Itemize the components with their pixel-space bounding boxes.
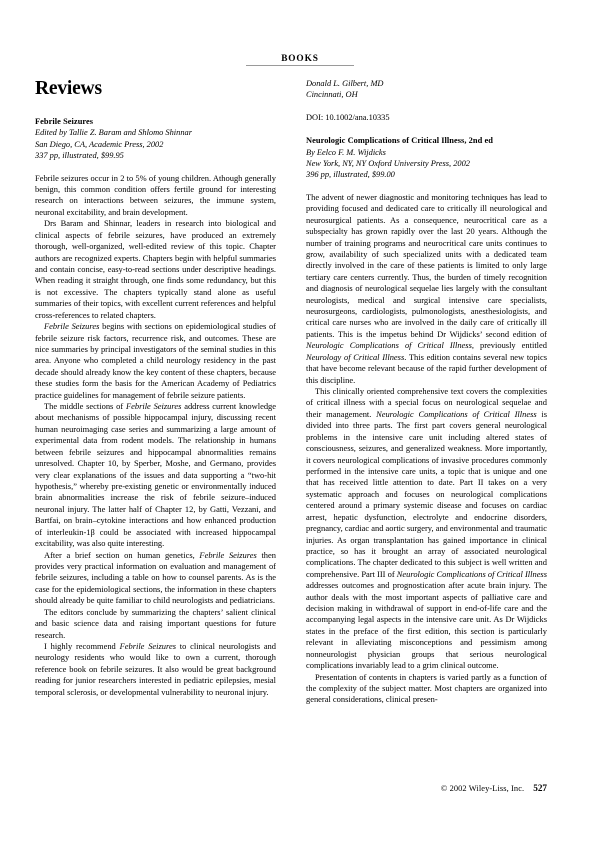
reviewer-name: Donald L. Gilbert, MD (306, 79, 384, 88)
review-paragraph: This clinically oriented comprehensive text covers the complexities of critical illness with a special focus on neurological sequelae and their management. Neurologic Complications of Critical Illness is divided into three parts. The first part covers general neurological problems in the intensive care unit including altered states of consciousness, seizures, and generalized weakness. More importantly, it covers neurological complications of invasive procedures commonly performed in the intensive care units, a topic that is unique and one that has received little attention to date. Part II takes on a very systematic approach and focuses on neurological complications centered around a primary systemic disease and focuses on cardiac arrest, hepatic dysfunction, electrolyte and endocrine disorders, pregnancy, cardiac and aortic surgery, and environmental and traumatic injuries. As organ transplantation has gained importance in clinical practice, so has it brought an array of associated neurological complications. The chapter dedicated to this subject is well written and comprehensive. Part III of Neurologic Complications of Critical Illness addresses outcomes and prognostication after acute brain injury. The author deals with the most important aspects of palliative care and decision making in withdrawal of support in end-of-life care and the accompanying legal aspects in the intensive care unit. As Dr Wijdicks states in the preface of the first edition, this section is particularly relevant in alleviating misconceptions and pessimism among nonneurologist physician groups that serious neurological complications invariably lead to a grim clinical outcome. (306, 386, 548, 671)
reviewer-signoff (306, 78, 547, 101)
page-footer (306, 783, 547, 794)
book-extent: 337 pp, illustrated, $99.95 (35, 151, 124, 161)
doi-line: DOI: 10.1002/ana.10335 (306, 112, 390, 122)
book-publisher: San Diego, CA, Academic Press, 2002 (35, 139, 164, 149)
review-paragraph: After a brief section on human genetics, Febrile Seizures then provides very practical information on evaluation and management of febrile seizures, including a table on how to counsel parents. As is the case for the epidemiological sections, the information in these chapters should already be quite familiar to child neurologists and pediatricians. (35, 549, 276, 606)
review-paragraph: Febrile seizures occur in 2 to 5% of young children. Athough generally benign, this common condition offers fertile ground for interesting research on interactions between seizures, the immune system, neuronal excitability, and brain development. (35, 172, 276, 217)
review-paragraph: Febrile Seizures begins with sections on epidemiological studies of febrile seizure risk factors, recurrence risk, and outcomes. These are nice summaries by principal investigators of the seminal studies in this area. Anyone who completed a child neurology residency in the past decade should already know the key content of these chapters, because these studies form the basis for the American Academy of Pediatrics practice guidelines for management of febrile seizure patients. (35, 321, 276, 400)
review-paragraph: The middle sections of Febrile Seizures address current knowledge about mechanisms of possible hippocampal injury, discussing recent human neuroimaging case series and summarizing a large amount of experimental data from rodent models. The relationship in humans between febrile seizures and hippocampal abnormalities remains unresolved. Chapter 10, by Sperber, Moshe, and Germano, provides very clear explanations of the issues and data supporting a “two-hit hypothesis,” whereby pre-existing genetic or environmentally induced brain abnormalities increase the risk of febrile seizure–induced neuronal injury. The latter half of Chapter 12, by Gatti, Vezzani, and Bartfai, on brain–cytokine interactions and how enhanced production of interleukin-1β could be associated with increased hippocampal excitability, was also quite interesting. (35, 401, 277, 549)
page-title: Reviews (35, 78, 102, 99)
copyright-notice: © 2002 Wiley-Liss, Inc. (440, 784, 525, 793)
review-paragraph: I highly recommend Febrile Seizures to clinical neurologists and neurology residents who would like to own a current, thorough reference book on febrile seizures. It also would be great background reading for junior researchers interested in pediatric epilepsies, mesial temporal sclerosis, or developmental vulnerability to neuronal injury. (35, 640, 276, 697)
review-paragraph: The advent of newer diagnostic and monitoring techniques has lead to providing focused and dedicated care to critically ill neurological and neurosurgical patients. As a consequence, neurocritical care as a subspecialty has grown rapidly over the last 20 years. Although the number of training programs and neurocritical care units continues to grow, availability of such specialized units with a dedicated team directly involved in the care of these patients is limited to only large tertiary care centers currently. Thus, the burden of timely recognition and diagnosis of neurological sequelae lies largely with the consultant neurologists, medical and surgical intensive care specialists, neurosurgeons, cardiologists, pulmonologists, anesthesiologists, and critical care nurses who are involved in the daily care of critically ill patients. This is the impetus behind Dr Wijdicks’ second edition of Neurologic Complications of Critical Illness, previously entitled Neurology of Critical Illness. This edition contains several new topics that have become relevant because of the rapid further development of this discipline. (306, 191, 547, 385)
book-header-neurologic-complications (306, 135, 547, 181)
review-paragraph: The editors conclude by summarizing the chapters’ salient clinical and basic science data and raising important questions for future research. (35, 606, 276, 640)
right-column (306, 78, 547, 706)
book-editors: Edited by Tallie Z. Baram and Shlomo Shinnar (35, 128, 192, 138)
page-number: 527 (533, 783, 547, 793)
book-title: Neurologic Complications of Critical Illness, 2nd ed (306, 136, 493, 146)
running-head-label: BOOKS (281, 54, 319, 64)
left-column (35, 78, 276, 698)
book-header-febrile-seizures (35, 116, 276, 162)
running-head (35, 48, 565, 66)
reviewer-location: Cincinnati, OH (306, 90, 358, 100)
book-publisher: New York, NY, NY Oxford University Press, 2002 (306, 159, 470, 169)
review-paragraph: Drs Baram and Shinnar, leaders in research into biological and clinical aspects of febrile seizures, have produced an extremely thorough, well-organized, well-edited review of this topic. Chapter authors are recognized experts. Chapters begin with helpful summaries and contain concise, easy-to-read sections under descriptive headings. When reading it straight through, one finds some redundancy, but this is not excessive. The chapters typically stand alone as useful summaries of their topics, with excellent current references and helpful cross-references to related chapters. (35, 218, 276, 320)
review-paragraph: Presentation of contents in chapters is varied partly as a function of the complexity of the subject matter. Most chapters are organized into general considerations, clinical presen- (306, 671, 547, 705)
running-head-rule (246, 65, 354, 66)
book-extent: 396 pp, illustrated, $99.00 (306, 170, 395, 180)
book-author: By Eelco F. M. Wijdicks (306, 147, 386, 157)
book-title: Febrile Seizures (35, 117, 94, 126)
